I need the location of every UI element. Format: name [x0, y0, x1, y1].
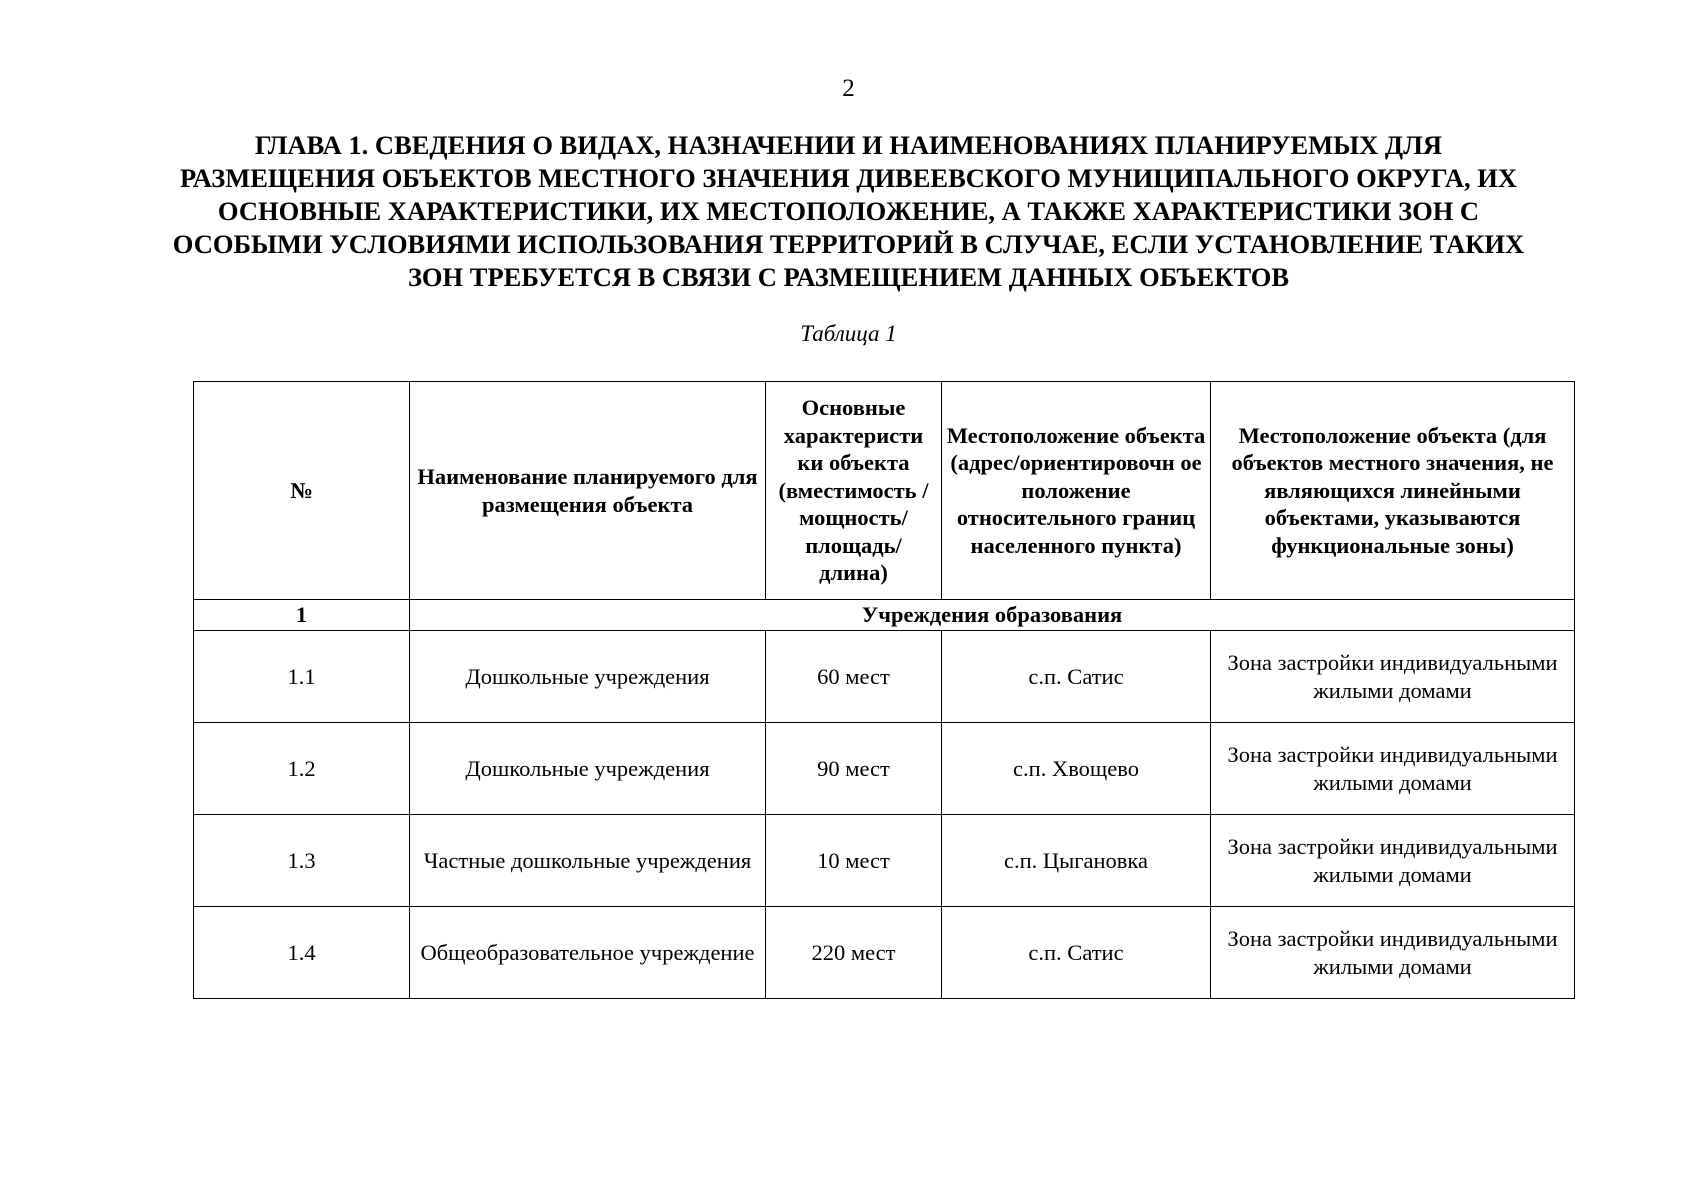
table-caption: Таблица 1	[800, 321, 897, 346]
section-number: 1	[194, 600, 410, 631]
chapter-title	[140, 129, 1557, 294]
chapter-title-line: ЗОН ТРЕБУЕТСЯ В СВЯЗИ С РАЗМЕЩЕНИЕМ ДАННЫХ ОБЪЕКТОВ	[407, 262, 1290, 292]
cell-object-name: Дошкольные учреждения	[410, 723, 766, 815]
cell-object-name: Частные дошкольные учреждения	[410, 815, 766, 907]
cell-location: с.п. Сатис	[942, 907, 1211, 999]
header-number: №	[194, 382, 410, 600]
table-header-row	[194, 382, 1575, 600]
cell-object-name: Общеобразовательное учреждение	[410, 907, 766, 999]
cell-number: 1.3	[194, 815, 410, 907]
section-row	[194, 600, 1575, 631]
header-location: Местоположение объекта (адрес/ориентировочн ое положение относительного границ населенного пункта)	[942, 382, 1211, 600]
cell-capacity: 60 мест	[766, 631, 942, 723]
header-object-name: Наименование планируемого для размещения объекта	[410, 382, 766, 600]
cell-capacity: 10 мест	[766, 815, 942, 907]
cell-number: 1.2	[194, 723, 410, 815]
cell-location: с.п. Сатис	[942, 631, 1211, 723]
cell-object-name: Дошкольные учреждения	[410, 631, 766, 723]
table-row	[194, 907, 1575, 999]
table-row	[194, 631, 1575, 723]
chapter-title-line: РАЗМЕЩЕНИЯ ОБЪЕКТОВ МЕСТНОГО ЗНАЧЕНИЯ ДИВЕЕВСКОГО МУНИЦИПАЛЬНОГО ОКРУГА, ИХ	[179, 163, 1518, 193]
objects-table	[193, 381, 1575, 999]
page-number: 2	[842, 75, 855, 102]
header-functional-zone: Местоположение объекта (для объектов местного значения, не являющихся линейными объектами, указываются функциональные зоны)	[1211, 382, 1575, 600]
cell-capacity: 90 мест	[766, 723, 942, 815]
cell-number: 1.1	[194, 631, 410, 723]
chapter-title-line: ОСОБЫМИ УСЛОВИЯМИ ИСПОЛЬЗОВАНИЯ ТЕРРИТОРИЙ В СЛУЧАЕ, ЕСЛИ УСТАНОВЛЕНИЕ ТАКИХ	[172, 229, 1525, 259]
cell-zone: Зона застройки индивидуальными жилыми домами	[1211, 815, 1575, 907]
chapter-title-line: ОСНОВНЫЕ ХАРАКТЕРИСТИКИ, ИХ МЕСТОПОЛОЖЕНИЕ, А ТАКЖЕ ХАРАКТЕРИСТИКИ ЗОН С	[217, 196, 1480, 226]
table-row	[194, 723, 1575, 815]
cell-zone: Зона застройки индивидуальными жилыми домами	[1211, 907, 1575, 999]
cell-location: с.п. Хвощево	[942, 723, 1211, 815]
cell-capacity: 220 мест	[766, 907, 942, 999]
cell-zone: Зона застройки индивидуальными жилыми домами	[1211, 723, 1575, 815]
table-row	[194, 815, 1575, 907]
cell-zone: Зона застройки индивидуальными жилыми домами	[1211, 631, 1575, 723]
cell-number: 1.4	[194, 907, 410, 999]
header-characteristics: Основные характеристи ки объекта (вместимость / мощность/ площадь/ длина)	[766, 382, 942, 600]
chapter-title-line: ГЛАВА 1. СВЕДЕНИЯ О ВИДАХ, НАЗНАЧЕНИИ И НАИМЕНОВАНИЯХ ПЛАНИРУЕМЫХ ДЛЯ	[254, 130, 1443, 160]
cell-location: с.п. Цыгановка	[942, 815, 1211, 907]
section-title: Учреждения образования	[410, 600, 1575, 631]
